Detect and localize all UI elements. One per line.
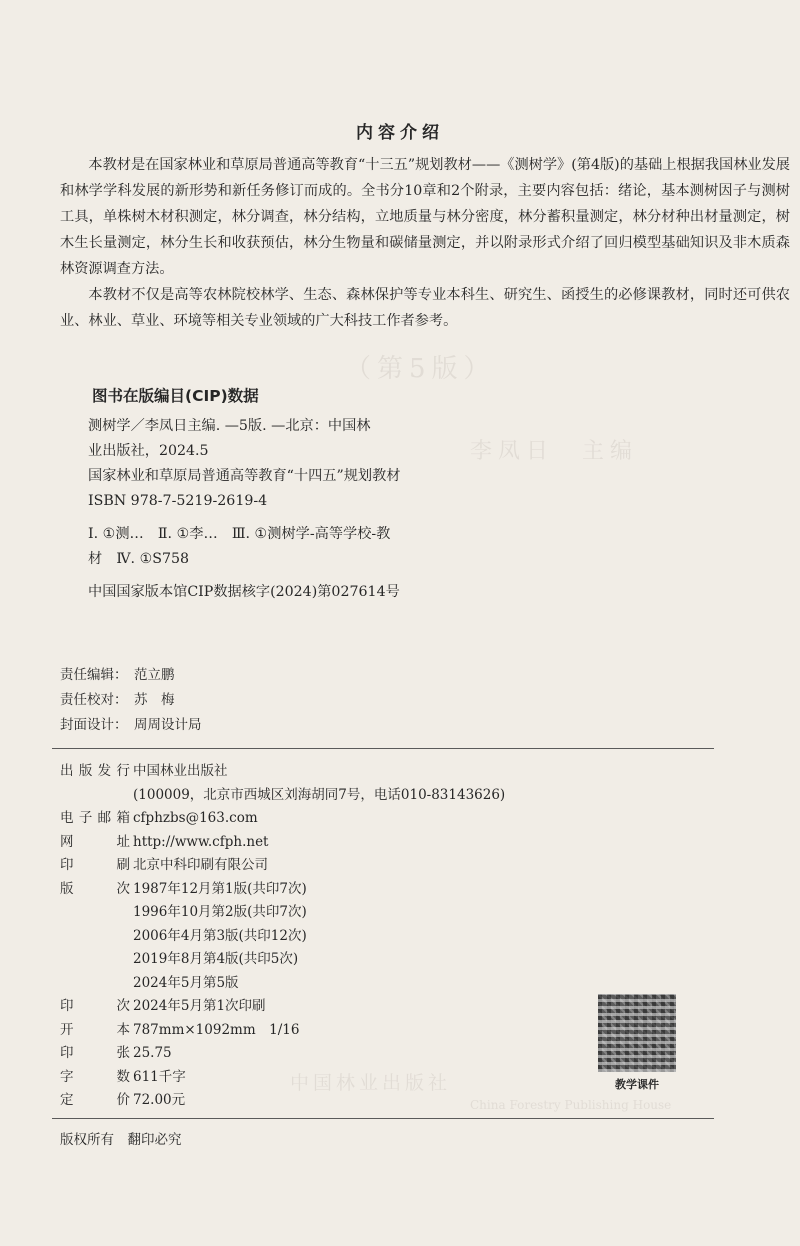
staff-credits [60,663,202,738]
pub-row [60,925,505,949]
pub-label: 定 价 [60,1092,130,1108]
pub-row [60,995,505,1019]
word-count: 611千字 [133,1068,186,1085]
cip-catalog-number: 中国国家版本馆CIP数据核字(2024)第027614号 [88,584,400,600]
cip-spacer [88,572,508,580]
cip-line: 测树学／李凤日主编. —5版. —北京：中国林 [88,418,371,434]
pub-row [60,1066,505,1090]
pub-label: 出版发行 [60,763,130,779]
pub-label: 字 数 [60,1068,130,1085]
bleed-through-edition: （第5版） [345,354,496,384]
pub-row [60,831,505,855]
staff-label: 封面设计： [60,717,128,733]
edition: 1996年10月第2版(共印7次) [133,904,307,920]
edition: 1987年12月第1版(共印7次) [133,880,307,897]
publication-info [60,760,505,1113]
staff-label: 责任校对： [60,692,128,708]
pub-row [60,760,505,784]
pub-row [60,854,505,878]
pub-row [60,878,505,902]
qr-code-icon[interactable] [598,994,676,1072]
staff-value: 苏 梅 [134,692,175,708]
publisher-address: (100009，北京市西城区刘海胡同7号，电话010-83143626) [133,786,506,803]
edition: 2006年4月第3版(共印12次) [133,927,307,944]
staff-value: 周周设计局 [134,717,202,733]
pub-row [60,807,505,831]
cip-line: 国家林业和草原局普通高等教育“十四五”规划教材 [88,468,401,484]
pub-row [60,1042,505,1066]
edition: 2024年5月第5版 [133,974,239,991]
format: 787mm×1092mm 1/16 [133,1021,300,1038]
sheets: 25.75 [133,1045,172,1061]
bleed-through-publisher: 中国林业出版社 [290,1072,452,1094]
pub-label: 印 次 [60,998,130,1014]
staff-row [60,713,202,738]
publisher: 中国林业出版社 [133,763,228,779]
cip-isbn: ISBN 978-7-5219-2619-4 [88,493,268,509]
printing: 2024年5月第1次印刷 [133,998,266,1014]
website: http://www.cfph.net [133,833,269,850]
bleed-through-editor: 李凤日 主编 [470,439,639,464]
staff-value: 范立鹏 [134,667,175,683]
bleed-through-publisher-en: China Forestry Publishing House [470,1098,672,1112]
price: 72.00元 [133,1092,186,1108]
pub-row [60,1019,505,1043]
email: cfphzbs@163.com [133,810,258,826]
pub-row [60,784,505,808]
cip-line: 材 Ⅳ. ①S758 [88,551,190,567]
intro-paragraph: 本教材不仅是高等农林院校林学、生态、森林保护等专业本科生、研究生、函授生的必修课教材，同时还可供农业、林业、草业、环境等相关专业领域的广大科技工作者参考。 [60,287,790,329]
pub-label: 开 本 [60,1021,130,1038]
pub-label: 网 址 [60,833,130,850]
cip-spacer [88,514,508,522]
cip-record [88,414,508,605]
printer: 北京中科印刷有限公司 [133,857,268,873]
staff-row [60,688,202,713]
cip-line: 业出版社，2024.5 [88,443,209,459]
staff-row [60,663,202,688]
pub-label: 印 张 [60,1045,130,1061]
pub-label: 印 刷 [60,857,130,873]
cip-heading: 图书在版编目(CIP)数据 [92,387,259,405]
pub-label: 版 次 [60,880,130,897]
intro-paragraph: 本教材是在国家林业和草原局普通高等教育“十三五”规划教材——《测树学》(第4版)的基础上根据我国林业发展和林学学科发展的新形势和新任务修订而成的。全书分10章和2个附录，主要内容包括：绪论，基本测树因子与测树工具，单株树木材积测定，林分调查，林分结构，立地质量与林分密度，林分蓄积量测定，林分材种出材量测定，树木生长量测定，林分生长和收获预估，林分生物量和碳储量测定，并以附录形式介绍了回归模型基础知识及非木质森林资源调查方法。 [60,157,790,277]
pub-row [60,901,505,925]
cip-line: Ⅰ. ①测… Ⅱ. ①李… Ⅲ. ①测树学-高等学校-教 [88,526,391,542]
qr-caption: 教学课件 [615,1078,659,1091]
edition: 2019年8月第4版(共印5次) [133,951,299,967]
intro-body [60,152,790,334]
pub-row [60,948,505,972]
pub-row [60,1089,505,1113]
pub-row [60,972,505,996]
divider [52,1118,714,1119]
staff-label: 责任编辑： [60,667,128,683]
divider [52,748,714,749]
copyright-notice: 版权所有 翻印必究 [60,1132,182,1148]
intro-title: 内容介绍 [356,123,444,143]
pub-label: 电子邮箱 [60,810,130,826]
